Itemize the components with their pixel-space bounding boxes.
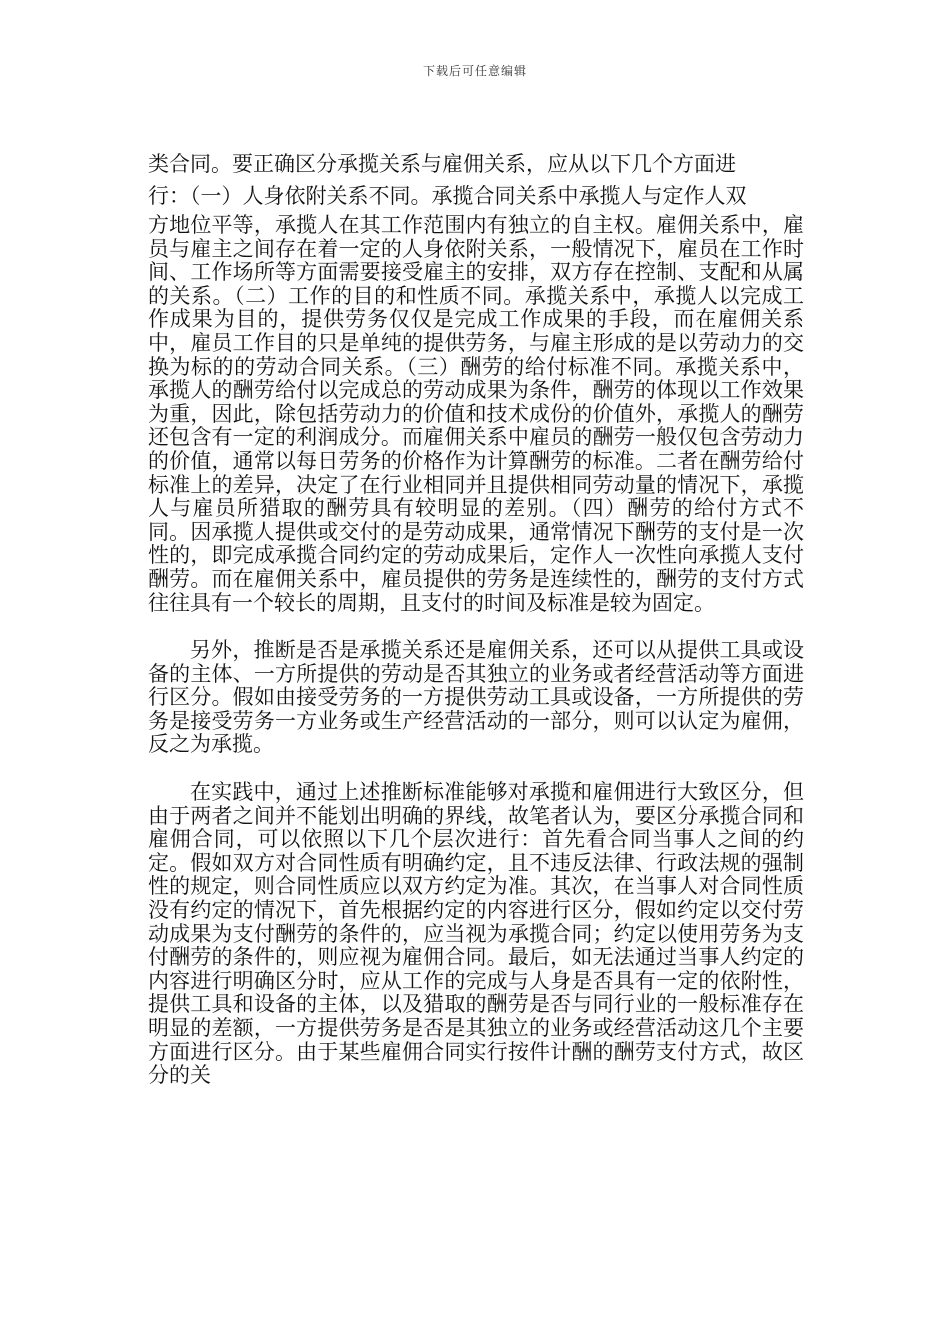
document-body <box>148 148 804 1088</box>
body-line-1: 类合同。要正确区分承揽关系与雇佣关系，应从以下几个方面进 <box>148 152 736 176</box>
paragraph-1: 方地位平等，承揽人在其工作范围内有独立的自主权。雇佣关系中，雇员与雇主之间存在着一定的人身依附关系，一般情况下，雇员在工作时间、工作场所等方面需要接受雇主的安排，双方存在控制、支配和从属的关系。（二）工作的目的和性质不同。承揽关系中，承揽人以完成工作成果为目的，提供劳务仅仅是完成工作成果的手段，而在雇佣关系中，雇员工作目的只是单纯的提供劳务，与雇主形成的是以劳动力的交换为标的的劳动合同关系。（三）酬劳的给付标准不同。承揽关系中，承揽人的酬劳给付以完成总的劳动成果为条件，酬劳的体现以工作效果为重，因此，除包括劳动力的价值和技术成份的价值外，承揽人的酬劳还包含有一定的利润成分。而雇佣关系中雇员的酬劳一般仅包含劳动力的价值，通常以每日劳务的价格作为计算酬劳的标准。二者在酬劳给付标准上的差异，决定了在行业相同并且提供相同劳动量的情况下，承揽人与雇员所猎取的酬劳具有较明显的差别。（四）酬劳的给付方式不同。因承揽人提供或交付的是劳动成果，通常情况下酬劳的支付是一次性的，即完成承揽合同约定的劳动成果后，定作人一次性向承揽人支付酬劳。而在雇佣关系中，雇员提供的劳务是连续性的，酬劳的支付方式往往具有一个较长的周期，且支付的时间及标准是较为固定。 <box>148 213 804 615</box>
page-header-caption: 下载后可任意编辑 <box>422 64 527 78</box>
paragraph-3: 在实践中，通过上述推断标准能够对承揽和雇佣进行大致区分，但由于两者之间并不能划出明确的界线，故笔者认为，要区分承揽合同和雇佣合同，可以依照以下几个层次进行：首先看合同当事人之间的约定。假如双方对合同性质有明确约定，且不违反法律、行政法规的强制性的规定，则合同性质应以双方约定为准。其次，在当事人对合同性质没有约定的情况下，首先根据约定的内容进行区分，假如约定以交付劳动成果为支付酬劳的条件的，应当视为承揽合同；约定以使用劳务为支付酬劳的条件的，则应视为雇佣合同。最后，如无法通过当事人约定的内容进行明确区分时，应从工作的完成与人身是否具有一定的依附性，提供工具和设备的主体，以及猎取的酬劳是否与同行业的一般标准存在明显的差额，一方提供劳务是否是其独立的业务或经营活动这几个主要方面进行区分。由于某些雇佣合同实行按件计酬的酬劳支付方式，故区分的关 <box>148 780 804 1088</box>
paragraph-2: 另外，推断是否是承揽关系还是雇佣关系，还可以从提供工具或设备的主体、一方所提供的劳动是否其独立的业务或者经营活动等方面进行区分。假如由接受劳务的一方提供劳动工具或设备，一方所提供的劳务是接受劳务一方业务或生产经营活动的一部分，则可以认定为雇佣，反之为承揽。 <box>148 638 804 757</box>
body-line-2: 行：（一）人身依附关系不同。承揽合同关系中承揽人与定作人双 <box>148 184 747 208</box>
